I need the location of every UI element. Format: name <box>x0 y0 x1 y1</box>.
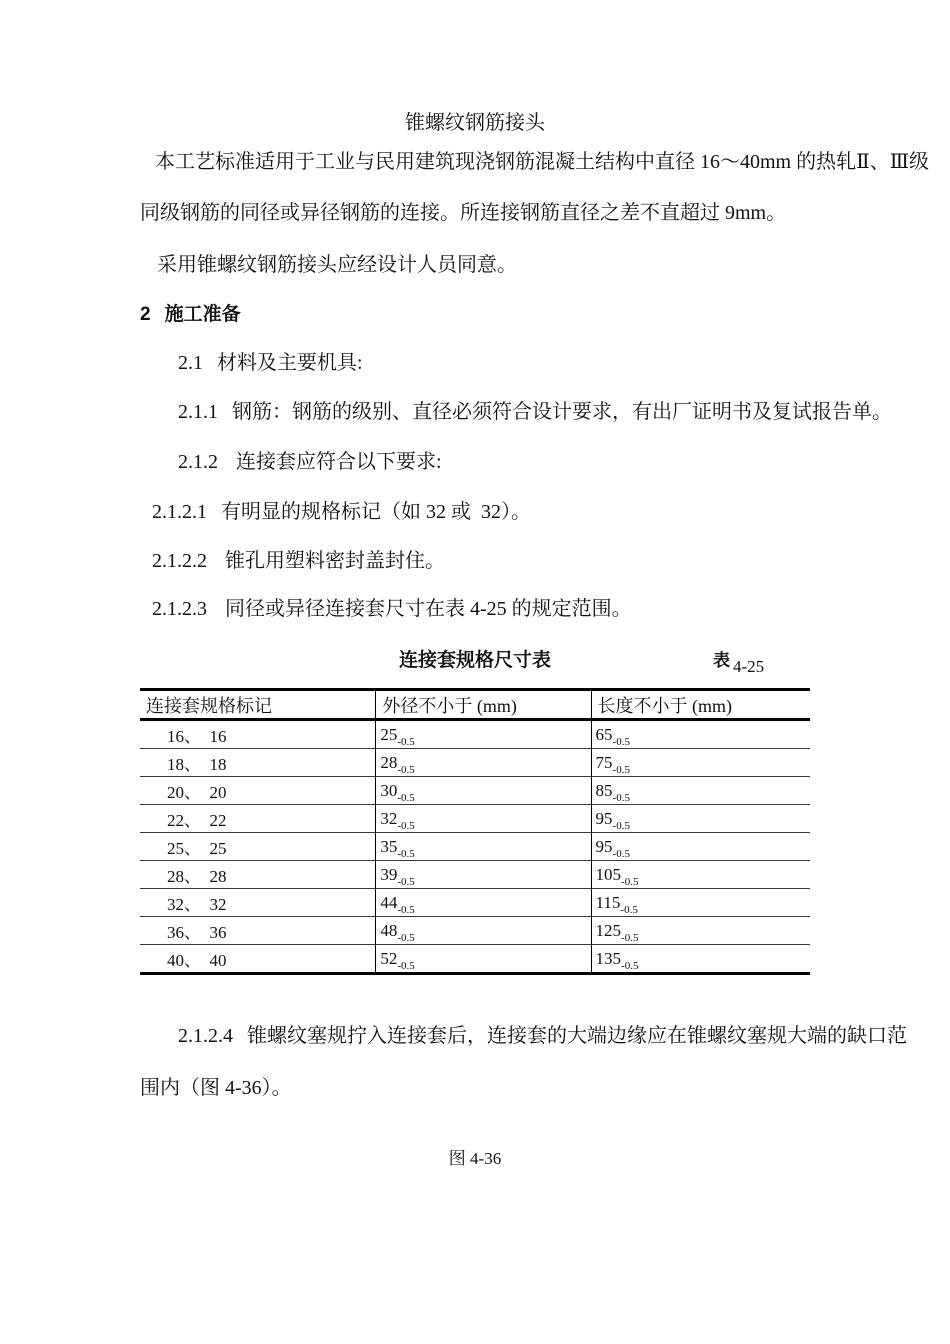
od-tolerance: -0.5 <box>397 763 415 776</box>
od-cell <box>376 805 591 833</box>
len-tolerance: -0.5 <box>612 847 630 860</box>
len-value: 105 <box>595 864 622 884</box>
len-cell <box>591 777 810 805</box>
section-2-number: 2 <box>140 304 151 325</box>
od-value: 28 <box>380 752 398 772</box>
od-tolerance: -0.5 <box>397 735 415 748</box>
item-2-1-2-number: 2.1.2 <box>178 451 218 473</box>
len-tolerance: -0.5 <box>612 763 630 776</box>
table-row <box>140 720 810 749</box>
doc-title: 锥螺纹钢筋接头 <box>405 112 545 134</box>
spec-cell: 40、 40 <box>140 945 376 974</box>
table-row <box>140 945 810 974</box>
spec-cell: 28、 28 <box>140 861 376 889</box>
item-2-1-2-2-text: 锥孔用塑料密封盖封住。 <box>225 550 445 572</box>
od-cell <box>376 720 591 749</box>
table-header-row <box>140 690 810 720</box>
od-tolerance: -0.5 <box>397 791 415 804</box>
col-header-spec: 连接套规格标记 <box>140 690 376 720</box>
item-2-1-2-4-text: 锥螺纹塞规拧入连接套后，连接套的大端边缘应在锥螺纹塞规大端的缺口范 <box>247 1025 907 1047</box>
section-2-title: 施工准备 <box>164 304 241 325</box>
od-value: 39 <box>380 864 398 884</box>
len-value: 85 <box>595 780 613 800</box>
spec-cell: 36、 36 <box>140 917 376 945</box>
item-2-1-1 <box>178 399 892 425</box>
item-2-1-2-3-number: 2.1.2.3 <box>152 598 207 620</box>
table-title: 连接套规格尺寸表 <box>398 650 551 671</box>
section-2-heading <box>140 302 241 328</box>
od-value: 32 <box>380 808 398 828</box>
len-value: 115 <box>595 892 621 912</box>
od-value: 48 <box>380 920 398 940</box>
len-value: 125 <box>595 920 622 940</box>
item-2-1-text: 材料及主要机具: <box>217 352 363 374</box>
len-cell <box>591 945 810 974</box>
od-value: 52 <box>380 948 398 968</box>
od-tolerance: -0.5 <box>397 847 415 860</box>
od-tolerance: -0.5 <box>397 959 415 972</box>
table-row <box>140 805 810 833</box>
table-label <box>713 646 765 676</box>
od-cell <box>376 777 591 805</box>
item-2-1-2-1-number: 2.1.2.1 <box>152 501 207 523</box>
len-cell <box>591 720 810 749</box>
spec-table <box>140 688 810 975</box>
figure-caption: 图 4-36 <box>448 1149 502 1168</box>
len-tolerance: -0.5 <box>621 875 639 888</box>
len-value: 65 <box>595 724 613 744</box>
od-tolerance: -0.5 <box>397 903 415 916</box>
item-2-1-1-text: 钢筋：钢筋的级别、直径必须符合设计要求，有出厂证明书及复试报告单。 <box>232 401 892 423</box>
table-caption-row <box>140 645 810 679</box>
spec-cell: 22、 22 <box>140 805 376 833</box>
len-tolerance: -0.5 <box>612 819 630 832</box>
table-row <box>140 917 810 945</box>
col-header-od: 外径不小于 (mm) <box>376 690 591 720</box>
len-value: 75 <box>595 752 613 772</box>
len-value: 95 <box>595 836 613 856</box>
table-row <box>140 777 810 805</box>
item-2-1-2-3-text: 同径或异径连接套尺寸在表 4-25 的规定范围。 <box>225 598 632 620</box>
table-row <box>140 861 810 889</box>
len-cell <box>591 889 810 917</box>
len-tolerance: -0.5 <box>621 931 639 944</box>
od-cell <box>376 917 591 945</box>
item-2-1-number: 2.1 <box>178 352 203 374</box>
len-cell <box>591 805 810 833</box>
spec-cell: 32、 32 <box>140 889 376 917</box>
spec-cell: 20、 20 <box>140 777 376 805</box>
item-2-1-2-2 <box>152 548 445 574</box>
len-tolerance: -0.5 <box>612 791 630 804</box>
len-cell <box>591 749 810 777</box>
item-2-1-2-1-text: 有明显的规格标记（如 32 或 32）。 <box>221 501 531 523</box>
len-cell <box>591 917 810 945</box>
len-value: 95 <box>595 808 613 828</box>
item-2-1-2-1 <box>152 499 531 525</box>
spec-cell: 18、 18 <box>140 749 376 777</box>
od-cell <box>376 861 591 889</box>
od-tolerance: -0.5 <box>397 819 415 832</box>
len-value: 135 <box>595 948 622 968</box>
intro-line-1: 本工艺标准适用于工业与民用建筑现浇钢筋混凝土结构中直径 16～40mm 的热轧Ⅱ、Ⅲ级 <box>155 151 929 173</box>
od-cell <box>376 945 591 974</box>
od-value: 30 <box>380 780 398 800</box>
len-cell <box>591 861 810 889</box>
len-tolerance: -0.5 <box>621 959 639 972</box>
od-value: 44 <box>380 892 398 912</box>
len-cell <box>591 833 810 861</box>
item-2-1-2-4-line-2: 围内（图 4-36）。 <box>140 1077 292 1099</box>
table-row <box>140 833 810 861</box>
item-2-1-2-2-number: 2.1.2.2 <box>152 550 207 572</box>
od-tolerance: -0.5 <box>397 875 415 888</box>
col-header-len: 长度不小于 (mm) <box>591 690 810 720</box>
item-2-1-2-4-line-1 <box>178 1023 907 1049</box>
od-cell <box>376 749 591 777</box>
len-tolerance: -0.5 <box>620 903 638 916</box>
od-cell <box>376 889 591 917</box>
item-2-1-2-3 <box>152 596 632 622</box>
spec-cell: 16、 16 <box>140 720 376 749</box>
item-2-1 <box>178 350 363 376</box>
consent-paragraph: 采用锥螺纹钢筋接头应经设计人员同意。 <box>157 254 517 276</box>
len-tolerance: -0.5 <box>612 735 630 748</box>
table-label-number: 4-25 <box>733 657 765 676</box>
od-cell <box>376 833 591 861</box>
od-value: 25 <box>380 724 398 744</box>
item-2-1-1-number: 2.1.1 <box>178 401 218 423</box>
item-2-1-2 <box>178 449 442 475</box>
od-tolerance: -0.5 <box>397 931 415 944</box>
spec-cell: 25、 25 <box>140 833 376 861</box>
table-row <box>140 749 810 777</box>
item-2-1-2-text: 连接套应符合以下要求: <box>236 451 442 473</box>
od-value: 35 <box>380 836 398 856</box>
table-label-prefix: 表 <box>713 651 730 670</box>
intro-line-2: 同级钢筋的同径或异径钢筋的连接。所连接钢筋直径之差不直超过 9mm。 <box>140 202 787 224</box>
table-row <box>140 889 810 917</box>
item-2-1-2-4-number: 2.1.2.4 <box>178 1025 233 1047</box>
